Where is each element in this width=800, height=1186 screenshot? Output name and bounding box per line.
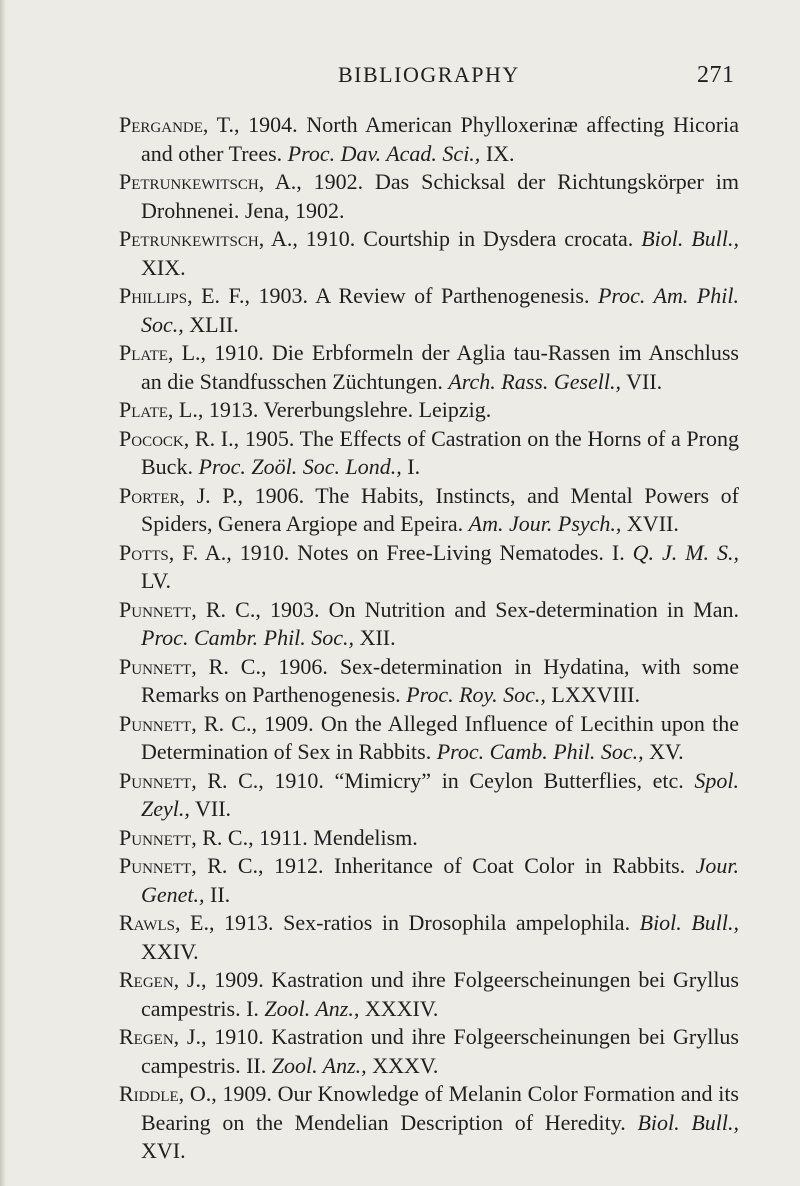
entry-author: Punnett, R. C., [119,767,264,793]
entry-text: 1909. Our Knowledge of Melanin Color Formation and its Bearing on the Mendelian Description of Heredity. [141,1081,739,1135]
entry-journal: Zool. Anz., [271,1052,367,1078]
entry-journal: Spol. Zeyl., [141,767,739,821]
entry-author: Pocock, R. I., [119,425,240,451]
entry-author: Punnett, R. C., [119,653,267,679]
entry-journal: Jour. Genet., [141,853,739,907]
entry-author: Plate, L., [119,397,204,422]
entry-author: Punnett, R. C., [119,853,264,878]
entry-volume: I. [401,454,421,479]
bibliography-entry [119,710,739,767]
entry-volume: XXXIV. [359,995,439,1021]
entry-volume: XVII. [621,511,679,536]
bibliography-list [119,111,739,1166]
bibliography-entry [119,425,739,482]
entry-text: 1910. Courtship in Dysdera crocata. [297,226,642,251]
entry-journal: Biol. Bull., [641,226,739,251]
entry-author: Porter, J. P., [119,482,243,508]
entry-journal: Proc. Zoöl. Soc. Lond., [198,454,402,479]
entry-volume: XXIV. [141,938,199,964]
entry-text: 1909. On the Alleged Influence of Lecithin upon the Determination of Sex in Rabbits. [141,710,739,764]
entry-text: 1911. Mendelism. [253,824,418,850]
entry-text: 1909. Kastration und ihre Folgeerscheinungen bei Gryllus campestris. I. [141,967,739,1021]
entry-journal: Biol. Bull., [639,910,740,935]
entry-text: 1913. Vererbungslehre. Leipzig. [203,397,492,422]
entry-journal: Proc. Am. Phil. Soc., [141,283,739,337]
bibliography-entry [119,225,739,282]
entry-volume: XXXV. [366,1052,439,1078]
entry-author: Regen, J., [119,1024,207,1049]
entry-volume: XVI. [141,1138,186,1163]
entry-author: Phillips, E. F., [119,283,250,308]
entry-journal: Proc. Roy. Soc., [406,682,546,707]
entry-author: Punnett, R. C., [119,824,254,850]
bibliography-entry [119,1023,739,1080]
entry-author: Punnett, R. C., [119,596,261,622]
bibliography-entry [119,596,739,653]
entry-volume: VII. [621,368,663,394]
entry-volume: IX. [480,140,515,166]
bibliography-entry [119,909,739,966]
running-head-title: BIBLIOGRAPHY [338,62,520,87]
entry-journal: Proc. Camb. Phil. Soc., [436,739,644,764]
entry-author: Riddle, O., [119,1081,217,1106]
entry-author: Punnett, R. C., [119,710,257,736]
entry-text: 1902. Das Schicksal der Richtungskörper im Drohnenei. Jena, 1902. [141,169,739,223]
entry-volume: VII. [189,796,232,821]
entry-journal: Zool. Anz., [264,995,360,1021]
entry-journal: Am. Jour. Psych., [468,511,622,536]
entry-text: 1912. Inheritance of Coat Color in Rabbits. [263,853,696,878]
entry-volume: XLII. [183,311,239,337]
entry-text: 1910. Notes on Free-Living Nematodes. I. [231,539,633,565]
bibliography-entry [119,824,739,853]
entry-text: 1910. Die Erbformeln der Aglia tau-Rassen im Anschluss an die Standfusschen Züchtungen. [141,340,739,394]
entry-volume: XV. [643,739,684,764]
entry-author: Plate, L., [119,340,207,365]
entry-text: 1910. Kastration und ihre Folgeerscheinungen bei Gryllus campestris. II. [141,1024,739,1078]
entry-journal: Proc. Dav. Acad. Sci., [287,140,481,166]
entry-author: Potts, F. A., [119,539,232,565]
entry-author: Rawls, E., [119,910,215,935]
bibliography-entry [119,482,739,539]
entry-text: 1903. On Nutrition and Sex-determination in Man. [260,596,739,622]
bibliography-entry [119,653,739,710]
entry-journal: Arch. Rass. Gesell., [448,368,622,394]
entry-journal: Proc. Cambr. Phil. Soc., [141,625,355,650]
entry-volume: II. [204,881,231,907]
entry-text: 1903. A Review of Parthenogenesis. [249,283,598,308]
bibliography-entry [119,966,739,1023]
bibliography-entry [119,111,739,168]
entry-volume: LV. [141,568,171,593]
entry-text: 1913. Sex-ratios in Drosophila ampelophila. [214,910,640,935]
entry-author: Petrunkewitsch, A., [119,169,302,194]
entry-author: Regen, J., [119,967,207,992]
bibliography-entry [119,339,739,396]
entry-text: 1905. The Effects of Castration on the Horns of a Prong Buck. [141,425,739,479]
entry-text: 1904. North American Phylloxerinæ affecting Hicoria and other Trees. [141,112,739,166]
page-number: 271 [697,62,735,88]
entry-author: Pergande, T., [119,112,240,137]
entry-volume: XIX. [141,254,186,280]
entry-volume: XII. [354,625,396,650]
bibliography-entry [119,539,739,596]
entry-text: 1910. “Mimicry” in Ceylon Butterflies, etc. [263,767,695,793]
running-head [0,58,800,92]
entry-volume: LXXVIII. [545,682,640,707]
entry-text: 1906. Sex-determination in Hydatina, with some Remarks on Parthenogenesis. [141,653,740,707]
entry-journal: Q. J. M. S., [632,539,740,565]
page-binding-edge [0,0,6,1186]
bibliography-entry [119,852,739,909]
bibliography-entry [119,767,739,824]
bibliography-entry [119,396,739,425]
entry-text: 1906. The Habits, Instincts, and Mental Powers of Spiders, Genera Argiope and Epeira. [141,482,739,536]
bibliography-entry [119,1080,739,1166]
entry-author: Petrunkewitsch, A., [119,226,298,251]
entry-journal: Biol. Bull., [637,1109,740,1135]
bibliography-entry [119,282,739,339]
bibliography-entry [119,168,739,225]
